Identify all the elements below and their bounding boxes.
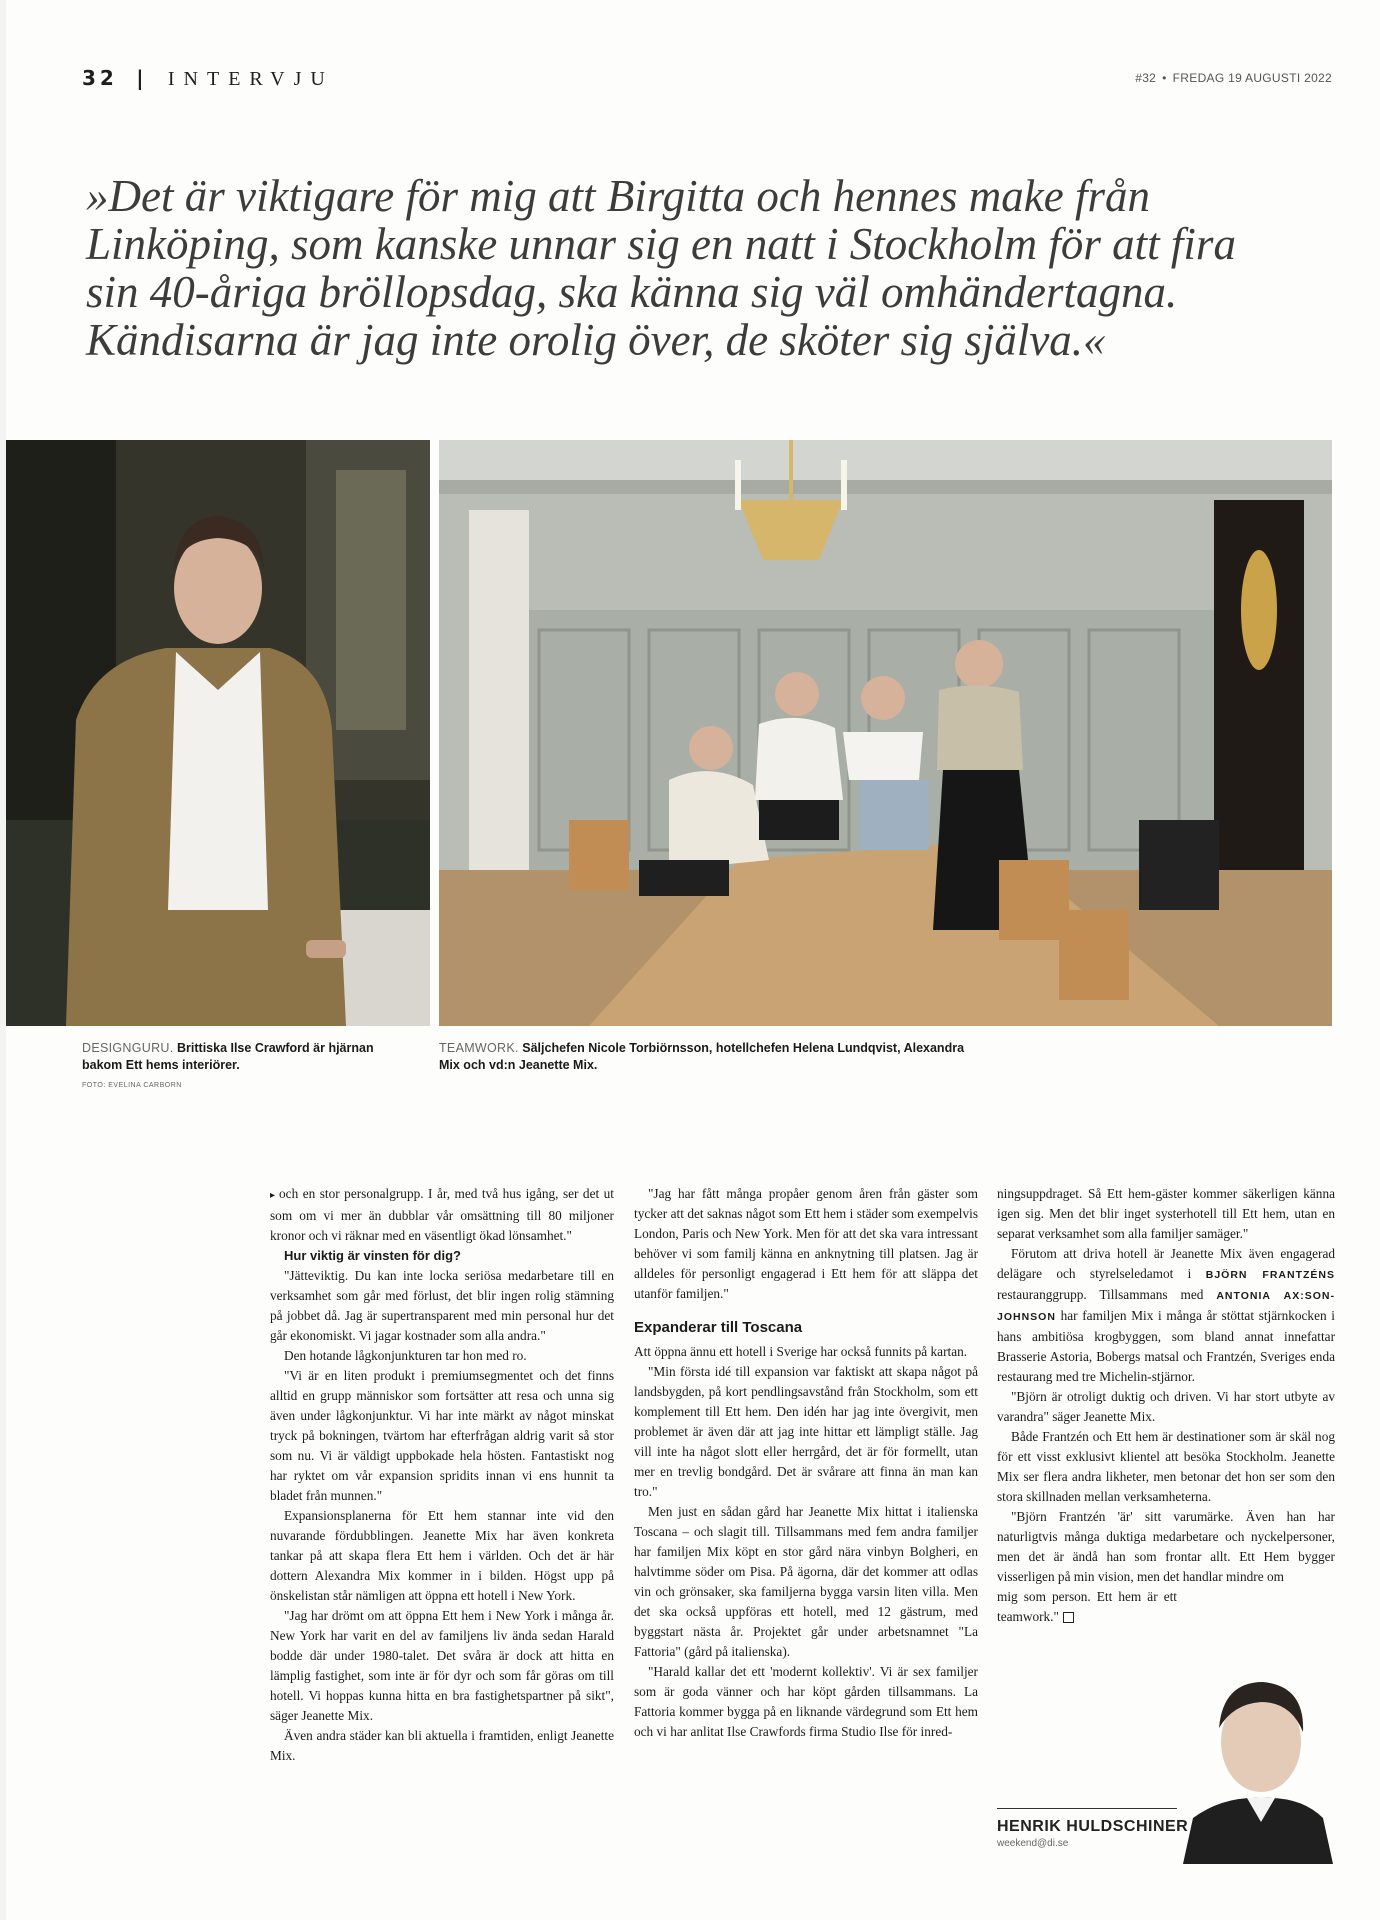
- paragraph-text: mig som person. Ett hem är ett teamwork.": [997, 1589, 1177, 1624]
- photo-team: [439, 440, 1332, 1026]
- photo-designer-portrait: [6, 440, 430, 1026]
- paragraph: "Jag har fått många propåer genom åren från gäster som tycker att det saknas något som Ett hem i städer som exempelvis London, Paris och New York. Men för att det ska vara intressant behöver vi som familj känna en anknytning till platsen. Jag är alldeles för personligt engagerad i Ett hem för att släppa det utanför familjen.": [634, 1186, 978, 1301]
- person-name: ANTONIA AX:SON-JOHNSON: [997, 1290, 1335, 1323]
- paragraph: "Jag har drömt om att öppna Ett hem i New York i många år. New York har varit en del av familjens liv ända sedan Harald bodde där under 1980-talet. Det svåra är dock att hitta en lämplig fastighet, som inte är för dyr och som får göras om till hotell. Vi hoppas kunna hitta en bra fastighetspartner på sikt", säger Jeanette Mix.: [270, 1608, 614, 1723]
- paragraph-text: har familjen Mix i många år stöttat stjärnkocken i hans ambitiösa krogbyggen, som bland annat innefattar Brasserie Astoria, Bobergs matsal och Frantzén, Sveriges enda restaurang med tre Michelin-stjärnor.: [997, 1308, 1335, 1384]
- page-header-right: [1135, 71, 1332, 85]
- paragraph: Den hotande lågkonjunkturen tar hon med ro.: [284, 1348, 527, 1363]
- paragraph: "Vi är en liten produkt i premiumsegmentet och det finns alltid en grupp människor som fortsätter att resa och unna sig även under lågkonjunktur. Vi har inte märkt av något minskat tryck på bokningen, tvärtom har efterfrågan aldrig varit så stor som nu. Vi är väldigt uppbokade hela hösten. Fantastiskt nog har ryktet om vår expansion spridits innan vi ens hunnit ta bladet från munnen.": [270, 1368, 614, 1503]
- subheading: Expanderar till Toscana: [634, 1319, 803, 1336]
- paragraph: Även andra städer kan bli aktuella i framtiden, enligt Jeanette Mix.: [270, 1728, 614, 1763]
- article-column-2: [634, 1184, 978, 1742]
- photo-credit: FOTO: EVELINA CARBORN: [82, 1082, 182, 1089]
- caption-designer: [82, 1040, 382, 1074]
- article-column-3: [997, 1184, 1335, 1627]
- header-dot: •: [1162, 71, 1167, 85]
- paragraph: "Min första idé till expansion var faktiskt att skapa något på landsbygden, på kort pendlingsavstånd från Stockholm, som ett komplement till Ett hem. Den idén har jag inte övergivit, men problemet är även där att jag inte hittar ett lämpligt ställe. Jag vill inte ha något slott eller herrgård, det är för formellt, utan mer en trevlig bondgård. Det är svårare att finna än man kan tro.": [634, 1364, 978, 1499]
- byline-rule: [997, 1808, 1177, 1809]
- end-mark-icon: [1063, 1612, 1074, 1623]
- paragraph: [997, 1244, 1335, 1387]
- paragraph: ningsuppdraget. Så Ett hem-gäster kommer säkerligen känna igen sig. Men det blir inget systerhotell till Ett hem, utan en separat verksamhet som alla familjer samäger.": [997, 1186, 1335, 1241]
- paragraph: "Björn Frantzén 'är' sitt varumärke. Även han har naturligtvis många duktiga medarbetare och nyckelpersoner, men det är ändå han som frontar allt. Ett Hem bygger visserligen på min vision, men det handlar mindre om: [997, 1509, 1335, 1584]
- section-title: INTERVJU: [167, 68, 334, 90]
- caption-text: Brittiska Ilse Crawford är hjärnan bakom Ett hems interiörer.: [82, 1041, 374, 1072]
- paragraph: [997, 1587, 1177, 1627]
- interview-question: Hur viktig är vinsten för dig?: [284, 1248, 461, 1263]
- person-name: BJÖRN FRANTZÉNS: [1205, 1269, 1335, 1281]
- issue-number: #32: [1135, 71, 1157, 85]
- paragraph-text: Förutom att driva hotell är Jeanette Mix även engagerad delägare och styrelseledamot i: [997, 1246, 1335, 1281]
- paragraph: Att öppna ännu ett hotell i Sverige har också funnits på kartan.: [634, 1344, 968, 1359]
- paragraph: "Harald kallar det ett 'modernt kollektiv'. Vi är sex familjer som är goda vänner och har köpt gården tillsammans. La Fattoria kommer bygga på en liknande värdegrund som Ett hem och vi har anlitat Ilse Crawfords firma Studio Ilse för inred-: [634, 1664, 978, 1739]
- magazine-page: [6, 0, 1380, 1920]
- pull-quote: »Det är viktigare för mig att Birgitta och hennes make från Linköping, som kanske unnar sig en natt i Stockholm för att fira sin 40-åriga bröllopsdag, ska känna sig väl omhändertagna. Kändisarna är jag inte orolig över, de sköter sig själva.«: [86, 171, 1236, 365]
- author-name: HENRIK HULDSCHINER: [997, 1818, 1189, 1835]
- page-header-left: [82, 66, 334, 91]
- paragraph: Men just en sådan gård har Jeanette Mix hittat i italienska Toscana – och slagit till. Tillsammans med fem andra familjer har familjen Mix köpt en stor gård nära vinbyn Bolgheri, en halvtimme söder om Pisa. På ägorna, där det kommer att odlas vin och grönsaker, ska familjerna bygga varsin liten villa. Men det ska också uppföras ett hotell, med 12 gästrum, med byggstart nästa år. Projektet går under arbetsnamnet "La Fattoria" (gård på italienska).: [634, 1504, 978, 1659]
- article-column-1: [270, 1184, 614, 1766]
- caption-kicker: DESIGNGURU.: [82, 1041, 174, 1055]
- author-email: weekend@di.se: [997, 1838, 1069, 1849]
- continuation-arrow-icon: ▸: [270, 1190, 276, 1201]
- caption-kicker: TEAMWORK.: [439, 1041, 519, 1055]
- paragraph: [270, 1184, 614, 1246]
- paragraph: Både Frantzén och Ett hem är destinationer som är skäl nog för ett visst exklusivt klientel att besöka Stockholm. Jeanette Mix ser flera andra likheter, men betonar det hon ser som den stora skillnaden mellan verksamheterna.: [997, 1429, 1335, 1504]
- caption-team: [439, 1040, 979, 1074]
- paragraph-text: restauranggrupp. Tillsammans med: [997, 1287, 1204, 1302]
- paragraph: "Jätteviktig. Du kan inte locka seriösa medarbetare till en verksamhet som går med förlust, det blir ingen rolig stämning på jobbet då. Jag är supertransparent med min personal hur det går ekonomiskt. Vi jagar kostnader som alla andra.": [270, 1268, 614, 1343]
- caption-text: Säljchefen Nicole Torbiörnsson, hotellchefen Helena Lundqvist, Alexandra Mix och vd:n Jeanette Mix.: [439, 1041, 965, 1072]
- issue-date: FREDAG 19 AUGUSTI 2022: [1172, 71, 1332, 85]
- paragraph: Expansionsplanerna för Ett hem stannar inte vid den nuvarande fördubblingen. Jeanette Mix har även konkreta tankar på att skapa flera Ett hem i världen. Och det är här dottern Alexandra Mix kommer in i bilden. Högst upp på önskelistan står nämligen att öppna ett hotell i New York.: [270, 1508, 614, 1603]
- page-number: 32: [82, 66, 118, 90]
- header-separator: |: [136, 66, 150, 90]
- paragraph: "Björn är otroligt duktig och driven. Vi har stort utbyte av varandra" säger Jeanette Mix.: [997, 1389, 1335, 1424]
- author-portrait: [1183, 1668, 1333, 1864]
- paragraph-text: och en stor personalgrupp. I år, med två hus igång, ser det ut som om vi mer än dubblar vår omsättning till 80 miljoner kronor och vi räknar med en väsentligt ökad lönsamhet.": [270, 1186, 614, 1243]
